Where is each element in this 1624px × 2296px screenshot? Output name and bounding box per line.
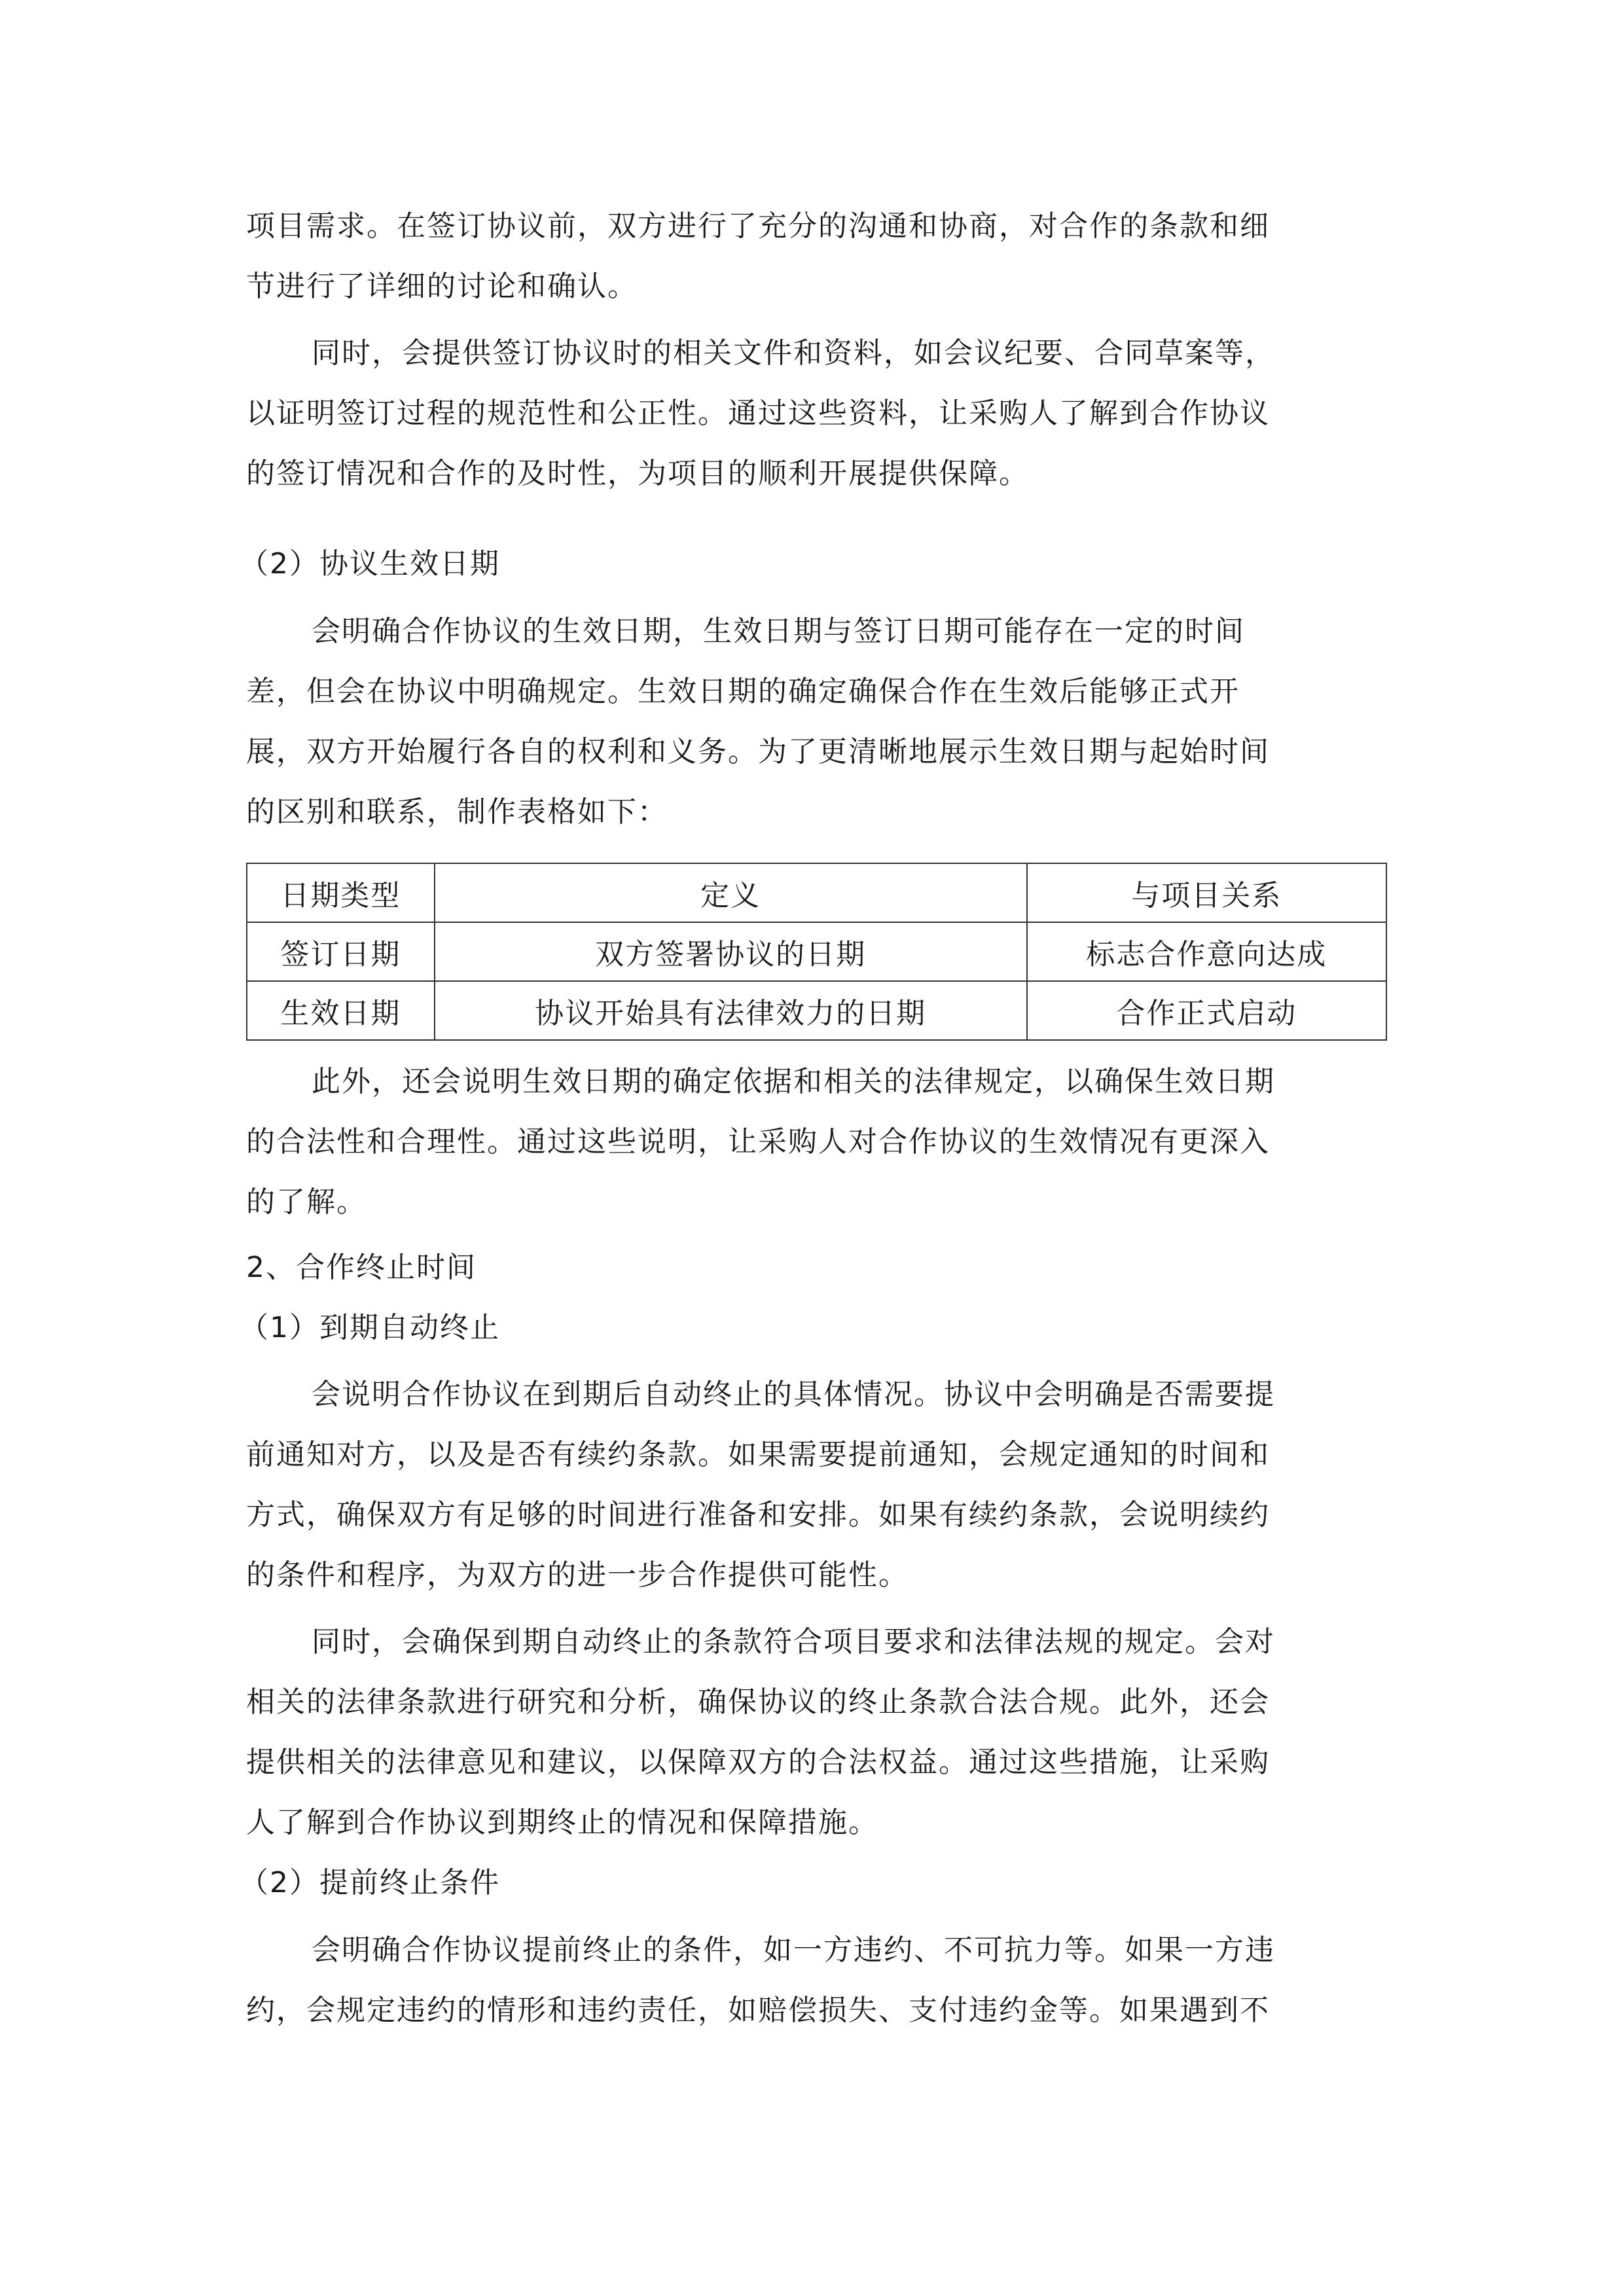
section-heading: （2）提前终止条件 bbox=[240, 1866, 500, 1899]
paragraph-line: 展，双方开始履行各自的权利和义务。为了更清晰地展示生效日期与起始时间 bbox=[246, 735, 1270, 768]
paragraph-line: 差，但会在协议中明确规定。生效日期的确定确保合作在生效后能够正式开 bbox=[246, 675, 1240, 708]
table-cell: 双方签署协议的日期 bbox=[435, 922, 1027, 981]
paragraph-line: 的合法性和合理性。通过这些说明，让采购人对合作协议的生效情况有更深入 bbox=[246, 1125, 1270, 1158]
paragraph-line: 提供相关的法律意见和建议，以保障双方的合法权益。通过这些措施，让采购 bbox=[246, 1746, 1270, 1779]
table-cell: 标志合作意向达成 bbox=[1027, 922, 1387, 981]
table-header-cell: 定义 bbox=[435, 863, 1027, 922]
paragraph-line: 同时，会提供签订协议时的相关文件和资料，如会议纪要、合同草案等， bbox=[312, 336, 1275, 370]
table-header-cell: 日期类型 bbox=[247, 863, 435, 922]
date-comparison-table bbox=[246, 863, 1387, 1041]
table-cell: 协议开始具有法律效力的日期 bbox=[435, 981, 1027, 1040]
table-header-row bbox=[247, 863, 1386, 922]
table-cell: 生效日期 bbox=[247, 981, 435, 1040]
section-heading: （2）协议生效日期 bbox=[240, 547, 500, 581]
section-heading: （1）到期自动终止 bbox=[240, 1311, 500, 1344]
paragraph-line: 的条件和程序，为双方的进一步合作提供可能性。 bbox=[246, 1558, 909, 1592]
paragraph-line: 方式，确保双方有足够的时间进行准备和安排。如果有续约条款，会说明续约 bbox=[246, 1498, 1270, 1532]
paragraph-line: 以证明签订过程的规范性和公正性。通过这些资料，让采购人了解到合作协议 bbox=[246, 397, 1270, 430]
paragraph-line: 会说明合作协议在到期后自动终止的具体情况。协议中会明确是否需要提 bbox=[312, 1378, 1275, 1411]
table-cell: 签订日期 bbox=[247, 922, 435, 981]
paragraph-line: 的签订情况和合作的及时性，为项目的顺利开展提供保障。 bbox=[246, 457, 1029, 490]
paragraph-line: 节进行了详细的讨论和确认。 bbox=[246, 270, 638, 303]
paragraph-line: 同时，会确保到期自动终止的条款符合项目要求和法律法规的规定。会对 bbox=[312, 1625, 1275, 1659]
table-cell: 合作正式启动 bbox=[1027, 981, 1387, 1040]
paragraph-line: 会明确合作协议的生效日期，生效日期与签订日期可能存在一定的时间 bbox=[312, 615, 1245, 648]
table-row bbox=[247, 922, 1386, 981]
paragraph-line: 人了解到合作协议到期终止的情况和保障措施。 bbox=[246, 1806, 878, 1839]
paragraph-line: 约，会规定违约的情形和违约责任，如赔偿损失、支付违约金等。如果遇到不 bbox=[246, 1994, 1270, 2027]
paragraph-line: 的了解。 bbox=[246, 1185, 367, 1219]
table-row bbox=[247, 981, 1386, 1040]
paragraph-line: 前通知对方，以及是否有续约条款。如果需要提前通知，会规定通知的时间和 bbox=[246, 1438, 1270, 1471]
table-header-cell: 与项目关系 bbox=[1027, 863, 1387, 922]
paragraph-line: 项目需求。在签订协议前，双方进行了充分的沟通和协商，对合作的条款和细 bbox=[246, 209, 1270, 243]
paragraph-line: 相关的法律条款进行研究和分析，确保协议的终止条款合法合规。此外，还会 bbox=[246, 1685, 1270, 1719]
section-heading: 2、合作终止时间 bbox=[246, 1251, 477, 1284]
paragraph-line: 的区别和联系，制作表格如下： bbox=[246, 795, 668, 829]
paragraph-line: 会明确合作协议提前终止的条件，如一方违约、不可抗力等。如果一方违 bbox=[312, 1933, 1275, 1967]
paragraph-line: 此外，还会说明生效日期的确定依据和相关的法律规定，以确保生效日期 bbox=[312, 1065, 1275, 1098]
